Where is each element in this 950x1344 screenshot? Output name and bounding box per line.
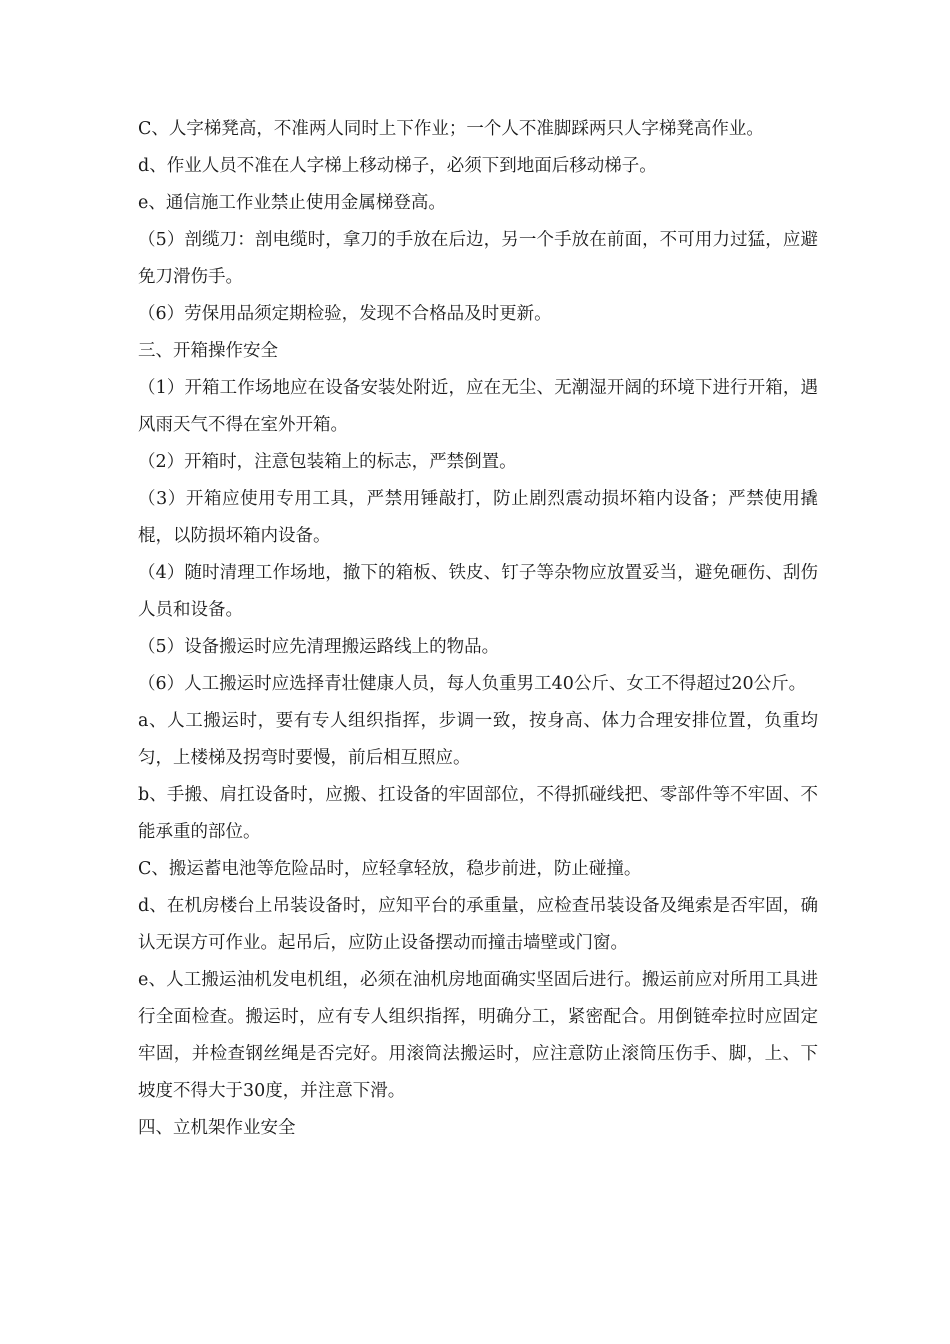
paragraph-cable-knife: （5）剖缆刀：剖电缆时，拿刀的手放在后边，另一个手放在前面，不可用力过猛，应避免刀滑伤手。 [138, 230, 818, 287]
paragraph-protective-gear: （6）劳保用品须定期检验，发现不合格品及时更新。 [138, 304, 552, 324]
section-heading-rack: 四、立机架作业安全 [138, 1118, 296, 1138]
paragraph-carry-e: e、人工搬运油机发电机组，必须在油机房地面确实坚固后进行。搬运前应对所用工具进行全面检查。搬运时，应有专人组织指挥，明确分工，紧密配合。用倒链牵拉时应固定牢固，并检查钢丝绳是否完好。用滚筒法搬运时，应注意防止滚筒压伤手、脚，上、下坡度不得大于30度，并注意下滑。 [138, 970, 818, 1101]
paragraph-ladder-c: C、人字梯凳高，不准两人同时上下作业；一个人不准脚踩两只人字梯凳高作业。 [138, 119, 764, 139]
paragraph-ladder-d: d、作业人员不准在人字梯上移动梯子，必须下到地面后移动梯子。 [138, 156, 657, 176]
paragraph-unboxing-1: （1）开箱工作场地应在设备安装处附近，应在无尘、无潮湿开阔的环境下进行开箱，遇风雨天气不得在室外开箱。 [138, 378, 818, 435]
paragraph-carry-c: C、搬运蓄电池等危险品时，应轻拿轻放，稳步前进，防止碰撞。 [138, 859, 642, 879]
section-heading-unboxing: 三、开箱操作安全 [138, 341, 278, 361]
document-body [138, 111, 818, 1147]
paragraph-ladder-e: e、通信施工作业禁止使用金属梯登高。 [138, 193, 446, 213]
paragraph-carry-d: d、在机房楼台上吊装设备时，应知平台的承重量，应检查吊装设备及绳索是否牢固，确认无误方可作业。起吊后，应防止设备摆动而撞击墙壁或门窗。 [138, 896, 818, 953]
paragraph-unboxing-5: （5）设备搬运时应先清理搬运路线上的物品。 [138, 637, 500, 657]
paragraph-carry-b: b、手搬、肩扛设备时，应搬、扛设备的牢固部位，不得抓碰线把、零部件等不牢固、不能承重的部位。 [138, 785, 818, 842]
paragraph-carry-a: a、人工搬运时，要有专人组织指挥，步调一致，按身高、体力合理安排位置，负重均匀，上楼梯及拐弯时要慢，前后相互照应。 [138, 711, 818, 768]
paragraph-unboxing-4: （4）随时清理工作场地，撤下的箱板、铁皮、钉子等杂物应放置妥当，避免砸伤、刮伤人员和设备。 [138, 563, 818, 620]
paragraph-unboxing-3: （3）开箱应使用专用工具，严禁用锤敲打，防止剧烈震动损坏箱内设备；严禁使用撬棍，以防损坏箱内设备。 [138, 489, 818, 546]
paragraph-unboxing-6: （6）人工搬运时应选择青壮健康人员，每人负重男工40公斤、女工不得超过20公斤。 [138, 674, 807, 694]
paragraph-unboxing-2: （2）开箱时，注意包装箱上的标志，严禁倒置。 [138, 452, 517, 472]
